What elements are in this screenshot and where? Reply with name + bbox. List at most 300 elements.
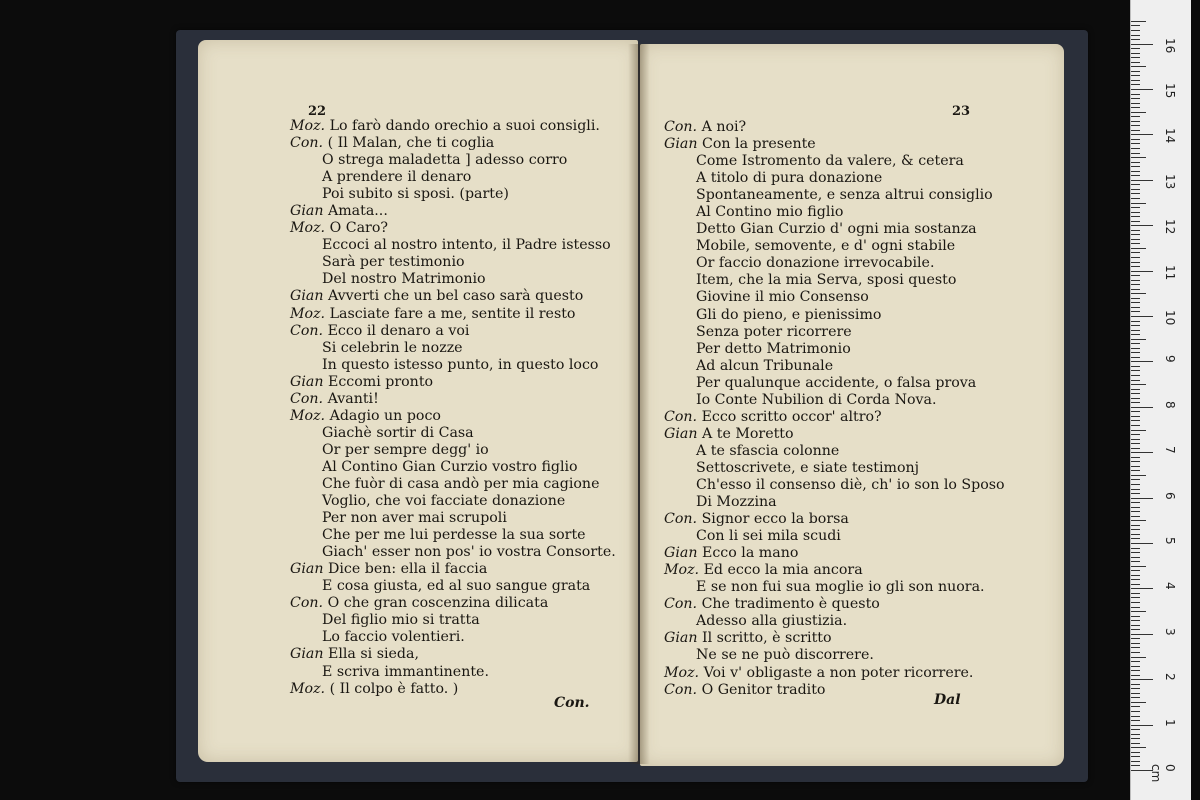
ruler-tick bbox=[1131, 543, 1153, 544]
text-line bbox=[664, 187, 1005, 204]
ruler-tick bbox=[1131, 593, 1140, 594]
line-text: Dice ben: ella il faccia bbox=[327, 561, 488, 578]
text-line bbox=[290, 306, 616, 323]
text-line bbox=[664, 477, 1005, 494]
page-number-right: 23 bbox=[952, 104, 971, 119]
ruler-tick bbox=[1131, 171, 1140, 172]
ruler-tick bbox=[1131, 407, 1153, 408]
ruler-label: 12 bbox=[1163, 219, 1177, 235]
ruler-tick bbox=[1131, 756, 1140, 757]
ruler-label: 5 bbox=[1163, 537, 1177, 545]
text-line bbox=[290, 357, 616, 374]
line-text: Ne se ne può discorrere. bbox=[696, 647, 874, 664]
ruler-tick bbox=[1131, 716, 1140, 717]
ruler-tick bbox=[1131, 711, 1140, 712]
text-line bbox=[664, 630, 1005, 647]
ruler-tick bbox=[1131, 166, 1140, 167]
ruler-label: 11 bbox=[1163, 264, 1177, 280]
ruler-tick bbox=[1131, 402, 1140, 403]
ruler-tick bbox=[1131, 470, 1140, 471]
text-line bbox=[664, 170, 1005, 187]
ruler-tick bbox=[1131, 230, 1140, 231]
line-text: Adesso alla giustizia. bbox=[696, 613, 848, 630]
text-line bbox=[664, 596, 1005, 613]
line-text: Senza poter ricorrere bbox=[696, 323, 852, 340]
line-text: Or faccio donazione irrevocabile. bbox=[696, 255, 935, 272]
ruler-tick bbox=[1131, 548, 1140, 549]
text-line bbox=[290, 561, 616, 578]
ruler-tick bbox=[1131, 666, 1140, 667]
text-line bbox=[290, 186, 616, 203]
speaker-label: Con. bbox=[664, 119, 698, 135]
ruler-tick bbox=[1131, 620, 1140, 621]
ruler-tick bbox=[1131, 638, 1140, 639]
text-line bbox=[290, 391, 616, 408]
ruler-tick bbox=[1131, 234, 1140, 235]
line-text: Giachè sortir di Casa bbox=[322, 424, 474, 441]
ruler-tick bbox=[1131, 57, 1140, 58]
line-text: Ed ecco la mia ancora bbox=[703, 562, 863, 579]
text-line bbox=[664, 511, 1005, 528]
line-text: Del nostro Matrimonio bbox=[322, 271, 486, 288]
text-line bbox=[664, 579, 1005, 596]
ruler-tick bbox=[1131, 348, 1140, 349]
text-line bbox=[290, 118, 616, 135]
ruler-tick bbox=[1131, 203, 1146, 204]
ruler-tick bbox=[1131, 189, 1140, 190]
ruler-tick bbox=[1131, 584, 1140, 585]
text-line bbox=[290, 271, 616, 288]
text-line bbox=[664, 307, 1005, 324]
text-line bbox=[664, 392, 1005, 409]
speaker-label: Con. bbox=[290, 135, 324, 152]
ruler-tick bbox=[1131, 271, 1153, 272]
text-line bbox=[290, 425, 616, 442]
line-text: Con la presente bbox=[701, 136, 816, 153]
ruler-tick bbox=[1131, 94, 1140, 95]
ruler-tick bbox=[1131, 425, 1140, 426]
ruler-tick bbox=[1131, 611, 1146, 612]
ruler-tick bbox=[1131, 765, 1140, 766]
text-line bbox=[290, 135, 616, 152]
ruler-tick bbox=[1131, 516, 1140, 517]
speaker-label: Moz. bbox=[290, 680, 326, 697]
line-text: O strega maladetta ] adesso corro bbox=[322, 152, 568, 169]
ruler-tick bbox=[1131, 198, 1140, 199]
ruler-tick bbox=[1131, 370, 1140, 371]
line-text: A te Moretto bbox=[701, 425, 794, 442]
ruler-tick bbox=[1131, 661, 1140, 662]
ruler-label: 2 bbox=[1163, 673, 1177, 681]
text-line bbox=[290, 374, 616, 391]
line-text: Eccoci al nostro intento, il Padre istesso bbox=[322, 237, 611, 254]
ruler-tick bbox=[1131, 80, 1140, 81]
speaker-label: Gian bbox=[290, 203, 324, 220]
ruler-tick bbox=[1131, 657, 1146, 658]
ruler-tick bbox=[1131, 461, 1140, 462]
ruler-tick bbox=[1131, 675, 1140, 676]
text-line bbox=[664, 528, 1005, 545]
catchword-right: Dal bbox=[934, 692, 961, 708]
speaker-label: Con. bbox=[664, 681, 698, 698]
ruler-tick bbox=[1131, 380, 1140, 381]
ruler-tick bbox=[1131, 697, 1140, 698]
ruler-tick bbox=[1131, 752, 1140, 753]
line-text: Sarà per testimonio bbox=[322, 254, 465, 271]
ruler-tick bbox=[1131, 416, 1140, 417]
line-text: Voglio, che voi facciate donazione bbox=[322, 493, 566, 510]
ruler-tick bbox=[1131, 493, 1140, 494]
line-text: Che per me lui perdesse la sua sorte bbox=[322, 527, 586, 544]
ruler-tick bbox=[1131, 71, 1140, 72]
ruler-tick bbox=[1131, 502, 1140, 503]
ruler-tick bbox=[1131, 570, 1140, 571]
ruler-tick bbox=[1131, 107, 1140, 108]
text-line bbox=[664, 289, 1005, 306]
ruler-tick bbox=[1131, 134, 1153, 135]
ruler-tick bbox=[1131, 743, 1140, 744]
text-line bbox=[290, 237, 616, 254]
ruler-tick bbox=[1131, 430, 1146, 431]
speaker-label: Moz. bbox=[290, 118, 326, 134]
ruler-tick bbox=[1131, 252, 1140, 253]
line-text: A prendere il denaro bbox=[322, 169, 472, 186]
text-line bbox=[290, 527, 616, 544]
ruler-tick bbox=[1131, 153, 1140, 154]
line-text: Come Istromento da valere, & cetera bbox=[696, 153, 964, 170]
ruler-tick bbox=[1131, 520, 1146, 521]
ruler-tick bbox=[1131, 538, 1140, 539]
line-text: Or per sempre degg' io bbox=[322, 441, 489, 458]
ruler-tick bbox=[1131, 298, 1140, 299]
text-line bbox=[290, 288, 616, 305]
ruler-tick bbox=[1131, 588, 1153, 589]
ruler-tick bbox=[1131, 566, 1146, 567]
text-line bbox=[664, 324, 1005, 341]
ruler-tick bbox=[1131, 761, 1140, 762]
line-text: Al Contino Gian Curzio vostro figlio bbox=[322, 458, 578, 475]
ruler-tick bbox=[1131, 193, 1140, 194]
line-text: Ella si sieda, bbox=[327, 646, 419, 663]
ruler-tick bbox=[1131, 48, 1140, 49]
ruler-tick bbox=[1131, 552, 1140, 553]
measuring-ruler bbox=[1130, 0, 1191, 800]
ruler-tick bbox=[1131, 670, 1140, 671]
ruler-tick bbox=[1131, 561, 1140, 562]
ruler-tick bbox=[1131, 121, 1140, 122]
ruler-label: 13 bbox=[1163, 173, 1177, 190]
line-text: Gli do pieno, e pienissimo bbox=[696, 306, 882, 323]
ruler-tick bbox=[1131, 130, 1140, 131]
speaker-label: Con. bbox=[664, 596, 698, 613]
speaker-label: Con. bbox=[664, 408, 698, 425]
line-text: Per qualunque accidente, o falsa prova bbox=[696, 374, 977, 391]
text-line bbox=[664, 647, 1005, 664]
ruler-tick bbox=[1131, 375, 1140, 376]
ruler-tick bbox=[1131, 157, 1146, 158]
ruler-tick bbox=[1131, 175, 1140, 176]
text-line bbox=[290, 595, 616, 612]
line-text: O Caro? bbox=[329, 220, 388, 237]
ruler-tick bbox=[1131, 457, 1140, 458]
ruler-tick bbox=[1131, 734, 1140, 735]
text-line bbox=[290, 152, 616, 169]
text-line bbox=[664, 375, 1005, 392]
ruler-tick bbox=[1131, 575, 1140, 576]
ruler-tick bbox=[1131, 361, 1153, 362]
line-text: Ecco la mano bbox=[701, 545, 799, 562]
ruler-tick bbox=[1131, 184, 1140, 185]
speaker-label: Moz. bbox=[664, 664, 700, 681]
ruler-label: 7 bbox=[1163, 446, 1177, 454]
ruler-tick bbox=[1131, 398, 1140, 399]
ruler-tick bbox=[1131, 262, 1140, 263]
ruler-tick bbox=[1131, 98, 1140, 99]
text-line bbox=[664, 136, 1005, 153]
ruler-tick bbox=[1131, 207, 1140, 208]
ruler-label: 14 bbox=[1163, 128, 1177, 144]
text-line bbox=[664, 238, 1005, 255]
ruler-tick bbox=[1131, 389, 1140, 390]
ruler-tick bbox=[1131, 35, 1140, 36]
speaker-label: Moz. bbox=[290, 220, 326, 237]
line-text: A noi? bbox=[701, 119, 747, 135]
ruler-label: 4 bbox=[1163, 582, 1177, 591]
text-line bbox=[290, 612, 616, 629]
ruler-label: 8 bbox=[1163, 400, 1177, 409]
speaker-label: Con. bbox=[664, 511, 698, 528]
text-line bbox=[290, 493, 616, 510]
ruler-tick bbox=[1131, 257, 1140, 258]
text-line bbox=[290, 442, 616, 459]
speaker-label: Gian bbox=[290, 373, 324, 390]
line-text: Avanti! bbox=[327, 390, 379, 407]
ruler-tick bbox=[1131, 30, 1140, 31]
line-text: Eccomi pronto bbox=[327, 373, 434, 390]
line-text: Che tradimento è questo bbox=[701, 596, 880, 613]
ruler-tick bbox=[1131, 84, 1140, 85]
line-text: A te sfascia colonne bbox=[696, 442, 840, 459]
text-line bbox=[664, 562, 1005, 579]
ruler-tick bbox=[1131, 325, 1140, 326]
ruler-tick bbox=[1131, 239, 1140, 240]
ruler-label: 1 bbox=[1163, 718, 1177, 727]
book-gutter bbox=[628, 44, 650, 764]
ruler-tick bbox=[1131, 225, 1153, 226]
speaker-label: Con. bbox=[290, 595, 324, 612]
ruler-tick bbox=[1131, 466, 1140, 467]
text-line bbox=[664, 494, 1005, 511]
ruler-tick bbox=[1131, 489, 1140, 490]
ruler-tick bbox=[1131, 289, 1140, 290]
ruler-tick bbox=[1131, 634, 1153, 635]
line-text: Ecco scritto occor' altro? bbox=[701, 408, 882, 425]
ruler-tick bbox=[1131, 720, 1140, 721]
line-text: E se non fui sua moglie io gli son nuora. bbox=[696, 579, 985, 596]
left-page bbox=[198, 40, 638, 762]
line-text: Con li sei mila scudi bbox=[696, 528, 841, 545]
ruler-tick bbox=[1131, 498, 1153, 499]
line-text: E scriva immantinente. bbox=[322, 663, 489, 680]
text-line bbox=[290, 510, 616, 527]
ruler-tick bbox=[1131, 62, 1140, 63]
ruler-tick bbox=[1131, 625, 1140, 626]
line-text: Item, che la mia Serva, sposi questo bbox=[696, 272, 957, 289]
ruler-tick bbox=[1131, 557, 1140, 558]
line-text: Io Conte Nubilion di Corda Nova. bbox=[696, 391, 937, 408]
line-text: Detto Gian Curzio d' ogni mia sostanza bbox=[696, 221, 977, 238]
ruler-tick bbox=[1131, 275, 1140, 276]
ruler-label: 16 bbox=[1163, 37, 1177, 53]
ruler-tick bbox=[1131, 597, 1140, 598]
text-line bbox=[290, 169, 616, 186]
ruler-tick bbox=[1131, 411, 1140, 412]
ruler-tick bbox=[1131, 434, 1140, 435]
ruler-tick bbox=[1131, 125, 1140, 126]
text-line bbox=[664, 358, 1005, 375]
ruler-tick bbox=[1131, 725, 1153, 726]
speaker-label: Gian bbox=[290, 288, 324, 305]
line-text: Ad alcun Tribunale bbox=[696, 357, 834, 374]
ruler-tick bbox=[1131, 693, 1140, 694]
line-text: Avverti che un bel caso sarà questo bbox=[327, 288, 584, 305]
ruler-tick bbox=[1131, 293, 1146, 294]
ruler-tick bbox=[1131, 579, 1140, 580]
text-line bbox=[664, 153, 1005, 170]
speaker-label: Con. bbox=[290, 322, 324, 339]
text-line bbox=[290, 544, 616, 561]
ruler-tick bbox=[1131, 330, 1140, 331]
line-text: In questo istesso punto, in questo loco bbox=[322, 356, 599, 373]
ruler-tick bbox=[1131, 652, 1140, 653]
text-line bbox=[664, 665, 1005, 682]
ruler-tick bbox=[1131, 180, 1153, 181]
text-line bbox=[664, 409, 1005, 426]
speaker-label: Moz. bbox=[290, 407, 326, 424]
ruler-tick bbox=[1131, 21, 1146, 22]
text-line bbox=[664, 341, 1005, 358]
speaker-label: Con. bbox=[290, 390, 324, 407]
text-line bbox=[290, 646, 616, 663]
ruler-tick bbox=[1131, 679, 1153, 680]
speaker-label: Moz. bbox=[290, 305, 326, 322]
text-line bbox=[290, 629, 616, 646]
ruler-tick bbox=[1131, 266, 1140, 267]
text-line bbox=[664, 460, 1005, 477]
ruler-label: 6 bbox=[1163, 491, 1177, 500]
line-text: E cosa giusta, ed al suo sangue grata bbox=[322, 578, 591, 595]
line-text: Lo farò dando orechio a suoi consigli. bbox=[329, 118, 600, 134]
ruler-tick bbox=[1131, 148, 1140, 149]
ruler-tick bbox=[1131, 248, 1146, 249]
line-text: Che fuòr di casa andò per mia cagione bbox=[322, 475, 600, 492]
ruler-tick bbox=[1131, 357, 1140, 358]
ruler-tick bbox=[1131, 507, 1140, 508]
ruler-tick bbox=[1131, 643, 1140, 644]
speaker-label: Gian bbox=[290, 646, 324, 663]
ruler-tick bbox=[1131, 475, 1146, 476]
ruler-tick bbox=[1131, 243, 1140, 244]
line-text: A titolo di pura donazione bbox=[696, 170, 883, 187]
line-text: Spontaneamente, e senza altrui consiglio bbox=[696, 187, 993, 204]
line-text: Per detto Matrimonio bbox=[696, 340, 851, 357]
page-number-left: 22 bbox=[308, 104, 327, 119]
text-line bbox=[664, 221, 1005, 238]
text-line bbox=[290, 459, 616, 476]
right-page-text bbox=[664, 119, 1005, 699]
line-text: Ch'esso il consenso diè, ch' io son lo Sposo bbox=[696, 476, 1005, 493]
line-text: Lo faccio volentieri. bbox=[322, 629, 465, 646]
ruler-tick bbox=[1131, 529, 1140, 530]
catchword-left: Con. bbox=[554, 695, 590, 711]
ruler-label: 3 bbox=[1163, 627, 1177, 636]
speaker-label: Gian bbox=[664, 425, 698, 442]
text-line bbox=[664, 443, 1005, 460]
text-line bbox=[290, 408, 616, 425]
text-line bbox=[664, 204, 1005, 221]
ruler-tick bbox=[1131, 302, 1140, 303]
ruler-tick bbox=[1131, 647, 1140, 648]
ruler-tick bbox=[1131, 321, 1140, 322]
ruler-tick bbox=[1131, 534, 1140, 535]
ruler-tick bbox=[1131, 280, 1140, 281]
line-text: Poi subito si sposi. (parte) bbox=[322, 186, 509, 203]
ruler-tick bbox=[1131, 334, 1140, 335]
ruler-tick bbox=[1131, 216, 1140, 217]
ruler-tick bbox=[1131, 443, 1140, 444]
right-page bbox=[640, 44, 1064, 766]
line-text: Si celebrin le nozze bbox=[322, 339, 463, 356]
ruler-tick bbox=[1131, 452, 1153, 453]
line-text: Signor ecco la borsa bbox=[701, 511, 849, 528]
line-text: Amata... bbox=[327, 203, 388, 220]
ruler-tick bbox=[1131, 484, 1140, 485]
ruler-tick bbox=[1131, 143, 1140, 144]
ruler-tick bbox=[1131, 525, 1140, 526]
ruler-tick bbox=[1131, 66, 1146, 67]
ruler-tick bbox=[1131, 53, 1140, 54]
text-line bbox=[664, 272, 1005, 289]
line-text: Giach' esser non pos' io vostra Consorte. bbox=[322, 544, 616, 561]
line-text: Di Mozzina bbox=[696, 494, 777, 511]
ruler-tick bbox=[1131, 420, 1140, 421]
ruler-tick bbox=[1131, 139, 1140, 140]
ruler-tick bbox=[1131, 311, 1140, 312]
text-line bbox=[290, 203, 616, 220]
speaker-label: Gian bbox=[664, 630, 698, 647]
ruler-tick bbox=[1131, 602, 1140, 603]
text-line bbox=[664, 119, 1005, 136]
ruler-tick bbox=[1131, 103, 1140, 104]
ruler-tick bbox=[1131, 352, 1140, 353]
ruler-tick bbox=[1131, 393, 1140, 394]
text-line bbox=[290, 340, 616, 357]
ruler-tick bbox=[1131, 39, 1140, 40]
ruler-tick bbox=[1131, 343, 1140, 344]
text-line bbox=[290, 323, 616, 340]
speaker-label: Gian bbox=[290, 561, 324, 578]
ruler-tick bbox=[1131, 339, 1146, 340]
text-line bbox=[290, 476, 616, 493]
ruler-tick bbox=[1131, 44, 1153, 45]
ruler-tick bbox=[1131, 75, 1140, 76]
ruler-tick bbox=[1131, 384, 1146, 385]
ruler-tick bbox=[1131, 688, 1140, 689]
ruler-tick bbox=[1131, 729, 1140, 730]
line-text: ( Il colpo è fatto. ) bbox=[329, 680, 459, 697]
ruler-tick bbox=[1131, 439, 1140, 440]
line-text: O che gran coscenzina dilicata bbox=[327, 595, 549, 612]
